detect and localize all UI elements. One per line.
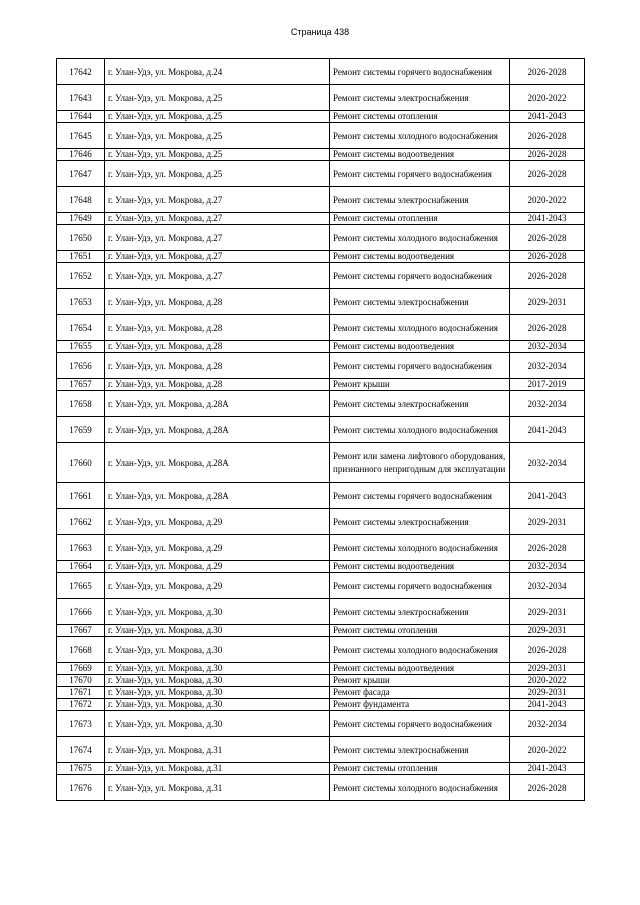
row-number-cell: 17643 <box>57 85 105 111</box>
table-body <box>57 59 585 801</box>
address-cell: г. Улан-Удэ, ул. Мокрова, д.24 <box>105 59 330 85</box>
period-cell: 2032-2034 <box>510 711 585 737</box>
address-cell: г. Улан-Удэ, ул. Мокрова, д.30 <box>105 599 330 625</box>
work-type-cell: Ремонт системы холодного водоснабжения <box>330 123 510 149</box>
row-number-cell: 17674 <box>57 737 105 763</box>
period-cell: 2026-2028 <box>510 263 585 289</box>
row-number-cell: 17642 <box>57 59 105 85</box>
period-cell: 2032-2034 <box>510 573 585 599</box>
work-type-cell: Ремонт системы водоотведения <box>330 663 510 675</box>
address-cell: г. Улан-Удэ, ул. Мокрова, д.28 <box>105 289 330 315</box>
row-number-cell: 17651 <box>57 251 105 263</box>
table-row <box>57 625 585 637</box>
table-row <box>57 675 585 687</box>
address-cell: г. Улан-Удэ, ул. Мокрова, д.28 <box>105 315 330 341</box>
row-number-cell: 17652 <box>57 263 105 289</box>
period-cell: 2032-2034 <box>510 391 585 417</box>
address-cell: г. Улан-Удэ, ул. Мокрова, д.27 <box>105 213 330 225</box>
work-type-cell: Ремонт системы электроснабжения <box>330 509 510 535</box>
work-type-cell: Ремонт системы холодного водоснабжения <box>330 775 510 801</box>
work-type-cell: Ремонт системы горячего водоснабжения <box>330 573 510 599</box>
period-cell: 2041-2043 <box>510 699 585 711</box>
work-type-cell: Ремонт крыши <box>330 379 510 391</box>
period-cell: 2032-2034 <box>510 561 585 573</box>
address-cell: г. Улан-Удэ, ул. Мокрова, д.27 <box>105 263 330 289</box>
address-cell: г. Улан-Удэ, ул. Мокрова, д.28А <box>105 483 330 509</box>
period-cell: 2041-2043 <box>510 417 585 443</box>
address-cell: г. Улан-Удэ, ул. Мокрова, д.25 <box>105 123 330 149</box>
period-cell: 2026-2028 <box>510 161 585 187</box>
table-row <box>57 289 585 315</box>
page-header: Страница 438 <box>290 27 350 37</box>
table-row <box>57 763 585 775</box>
work-type-cell: Ремонт системы холодного водоснабжения <box>330 535 510 561</box>
address-cell: г. Улан-Удэ, ул. Мокрова, д.30 <box>105 687 330 699</box>
work-type-cell: Ремонт системы горячего водоснабжения <box>330 161 510 187</box>
work-type-cell: Ремонт системы холодного водоснабжения <box>330 417 510 443</box>
period-cell: 2029-2031 <box>510 625 585 637</box>
address-cell: г. Улан-Удэ, ул. Мокрова, д.29 <box>105 561 330 573</box>
row-number-cell: 17673 <box>57 711 105 737</box>
work-type-cell: Ремонт системы водоотведения <box>330 341 510 353</box>
table-row <box>57 737 585 763</box>
table-row <box>57 59 585 85</box>
row-number-cell: 17666 <box>57 599 105 625</box>
row-number-cell: 17676 <box>57 775 105 801</box>
row-number-cell: 17675 <box>57 763 105 775</box>
work-type-cell: Ремонт системы водоотведения <box>330 561 510 573</box>
table-row <box>57 379 585 391</box>
row-number-cell: 17660 <box>57 443 105 483</box>
period-cell: 2026-2028 <box>510 535 585 561</box>
row-number-cell: 17658 <box>57 391 105 417</box>
row-number-cell: 17669 <box>57 663 105 675</box>
period-cell: 2026-2028 <box>510 637 585 663</box>
work-type-cell: Ремонт системы электроснабжения <box>330 85 510 111</box>
row-number-cell: 17668 <box>57 637 105 663</box>
table-row <box>57 111 585 123</box>
row-number-cell: 17657 <box>57 379 105 391</box>
table-row <box>57 483 585 509</box>
table-row <box>57 251 585 263</box>
address-cell: г. Улан-Удэ, ул. Мокрова, д.28 <box>105 353 330 379</box>
address-cell: г. Улан-Удэ, ул. Мокрова, д.30 <box>105 711 330 737</box>
work-type-cell: Ремонт системы холодного водоснабжения <box>330 225 510 251</box>
address-cell: г. Улан-Удэ, ул. Мокрова, д.30 <box>105 699 330 711</box>
table-row <box>57 687 585 699</box>
row-number-cell: 17650 <box>57 225 105 251</box>
table-row <box>57 443 585 483</box>
period-cell: 2020-2022 <box>510 187 585 213</box>
table-row <box>57 123 585 149</box>
row-number-cell: 17648 <box>57 187 105 213</box>
work-type-cell: Ремонт системы водоотведения <box>330 149 510 161</box>
table-row <box>57 417 585 443</box>
period-cell: 2017-2019 <box>510 379 585 391</box>
table-row <box>57 573 585 599</box>
address-cell: г. Улан-Удэ, ул. Мокрова, д.28А <box>105 417 330 443</box>
address-cell: г. Улан-Удэ, ул. Мокрова, д.28А <box>105 443 330 483</box>
row-number-cell: 17647 <box>57 161 105 187</box>
table-row <box>57 663 585 675</box>
table-row <box>57 599 585 625</box>
table-row <box>57 263 585 289</box>
table-row <box>57 315 585 341</box>
row-number-cell: 17667 <box>57 625 105 637</box>
address-cell: г. Улан-Удэ, ул. Мокрова, д.28 <box>105 379 330 391</box>
table-row <box>57 149 585 161</box>
table-row <box>57 85 585 111</box>
row-number-cell: 17670 <box>57 675 105 687</box>
table-row <box>57 775 585 801</box>
work-type-cell: Ремонт или замена лифтового оборудования, признанного непригодным для эксплуатации <box>330 443 510 483</box>
address-cell: г. Улан-Удэ, ул. Мокрова, д.27 <box>105 251 330 263</box>
period-cell: 2029-2031 <box>510 687 585 699</box>
address-cell: г. Улан-Удэ, ул. Мокрова, д.31 <box>105 775 330 801</box>
row-number-cell: 17664 <box>57 561 105 573</box>
period-cell: 2026-2028 <box>510 123 585 149</box>
table-row <box>57 213 585 225</box>
period-cell: 2041-2043 <box>510 111 585 123</box>
period-cell: 2026-2028 <box>510 775 585 801</box>
work-type-cell: Ремонт системы горячего водоснабжения <box>330 353 510 379</box>
address-cell: г. Улан-Удэ, ул. Мокрова, д.31 <box>105 763 330 775</box>
table-row <box>57 535 585 561</box>
work-type-cell: Ремонт системы отопления <box>330 213 510 225</box>
address-cell: г. Улан-Удэ, ул. Мокрова, д.29 <box>105 573 330 599</box>
table-row <box>57 341 585 353</box>
work-type-cell: Ремонт системы горячего водоснабжения <box>330 483 510 509</box>
work-type-cell: Ремонт системы холодного водоснабжения <box>330 637 510 663</box>
row-number-cell: 17671 <box>57 687 105 699</box>
period-cell: 2032-2034 <box>510 341 585 353</box>
table-row <box>57 711 585 737</box>
table-row <box>57 187 585 213</box>
address-cell: г. Улан-Удэ, ул. Мокрова, д.28А <box>105 391 330 417</box>
work-type-cell: Ремонт системы электроснабжения <box>330 391 510 417</box>
period-cell: 2032-2034 <box>510 353 585 379</box>
work-type-cell: Ремонт системы электроснабжения <box>330 737 510 763</box>
address-cell: г. Улан-Удэ, ул. Мокрова, д.30 <box>105 675 330 687</box>
work-type-cell: Ремонт фундамента <box>330 699 510 711</box>
row-number-cell: 17665 <box>57 573 105 599</box>
table-row <box>57 561 585 573</box>
work-type-cell: Ремонт системы горячего водоснабжения <box>330 59 510 85</box>
address-cell: г. Улан-Удэ, ул. Мокрова, д.25 <box>105 111 330 123</box>
address-cell: г. Улан-Удэ, ул. Мокрова, д.29 <box>105 509 330 535</box>
address-cell: г. Улан-Удэ, ул. Мокрова, д.30 <box>105 637 330 663</box>
table-row <box>57 353 585 379</box>
period-cell: 2041-2043 <box>510 763 585 775</box>
work-type-cell: Ремонт системы отопления <box>330 111 510 123</box>
table-row <box>57 637 585 663</box>
address-cell: г. Улан-Удэ, ул. Мокрова, д.27 <box>105 187 330 213</box>
row-number-cell: 17646 <box>57 149 105 161</box>
work-type-cell: Ремонт системы отопления <box>330 763 510 775</box>
table-row <box>57 161 585 187</box>
row-number-cell: 17654 <box>57 315 105 341</box>
row-number-cell: 17645 <box>57 123 105 149</box>
period-cell: 2020-2022 <box>510 85 585 111</box>
period-cell: 2029-2031 <box>510 289 585 315</box>
period-cell: 2029-2031 <box>510 509 585 535</box>
row-number-cell: 17659 <box>57 417 105 443</box>
row-number-cell: 17656 <box>57 353 105 379</box>
address-cell: г. Улан-Удэ, ул. Мокрова, д.30 <box>105 663 330 675</box>
period-cell: 2026-2028 <box>510 59 585 85</box>
table-row <box>57 699 585 711</box>
work-type-cell: Ремонт системы горячего водоснабжения <box>330 263 510 289</box>
work-type-cell: Ремонт системы холодного водоснабжения <box>330 315 510 341</box>
period-cell: 2020-2022 <box>510 675 585 687</box>
table-row <box>57 509 585 535</box>
work-type-cell: Ремонт системы электроснабжения <box>330 187 510 213</box>
row-number-cell: 17644 <box>57 111 105 123</box>
address-cell: г. Улан-Удэ, ул. Мокрова, д.29 <box>105 535 330 561</box>
work-type-cell: Ремонт системы отопления <box>330 625 510 637</box>
period-cell: 2041-2043 <box>510 213 585 225</box>
address-cell: г. Улан-Удэ, ул. Мокрова, д.25 <box>105 161 330 187</box>
work-type-cell: Ремонт системы горячего водоснабжения <box>330 711 510 737</box>
period-cell: 2029-2031 <box>510 599 585 625</box>
work-type-cell: Ремонт системы водоотведения <box>330 251 510 263</box>
period-cell: 2020-2022 <box>510 737 585 763</box>
period-cell: 2026-2028 <box>510 225 585 251</box>
work-type-cell: Ремонт системы электроснабжения <box>330 599 510 625</box>
row-number-cell: 17663 <box>57 535 105 561</box>
address-cell: г. Улан-Удэ, ул. Мокрова, д.30 <box>105 625 330 637</box>
period-cell: 2026-2028 <box>510 251 585 263</box>
period-cell: 2029-2031 <box>510 663 585 675</box>
table-row <box>57 225 585 251</box>
address-cell: г. Улан-Удэ, ул. Мокрова, д.25 <box>105 85 330 111</box>
period-cell: 2032-2034 <box>510 443 585 483</box>
address-cell: г. Улан-Удэ, ул. Мокрова, д.27 <box>105 225 330 251</box>
work-type-cell: Ремонт крыши <box>330 675 510 687</box>
address-cell: г. Улан-Удэ, ул. Мокрова, д.28 <box>105 341 330 353</box>
work-type-cell: Ремонт фасада <box>330 687 510 699</box>
address-cell: г. Улан-Удэ, ул. Мокрова, д.25 <box>105 149 330 161</box>
row-number-cell: 17672 <box>57 699 105 711</box>
row-number-cell: 17661 <box>57 483 105 509</box>
work-type-cell: Ремонт системы электроснабжения <box>330 289 510 315</box>
table-row <box>57 391 585 417</box>
row-number-cell: 17653 <box>57 289 105 315</box>
period-cell: 2041-2043 <box>510 483 585 509</box>
period-cell: 2026-2028 <box>510 315 585 341</box>
period-cell: 2026-2028 <box>510 149 585 161</box>
repair-schedule-table <box>56 58 585 801</box>
address-cell: г. Улан-Удэ, ул. Мокрова, д.31 <box>105 737 330 763</box>
row-number-cell: 17649 <box>57 213 105 225</box>
row-number-cell: 17662 <box>57 509 105 535</box>
row-number-cell: 17655 <box>57 341 105 353</box>
